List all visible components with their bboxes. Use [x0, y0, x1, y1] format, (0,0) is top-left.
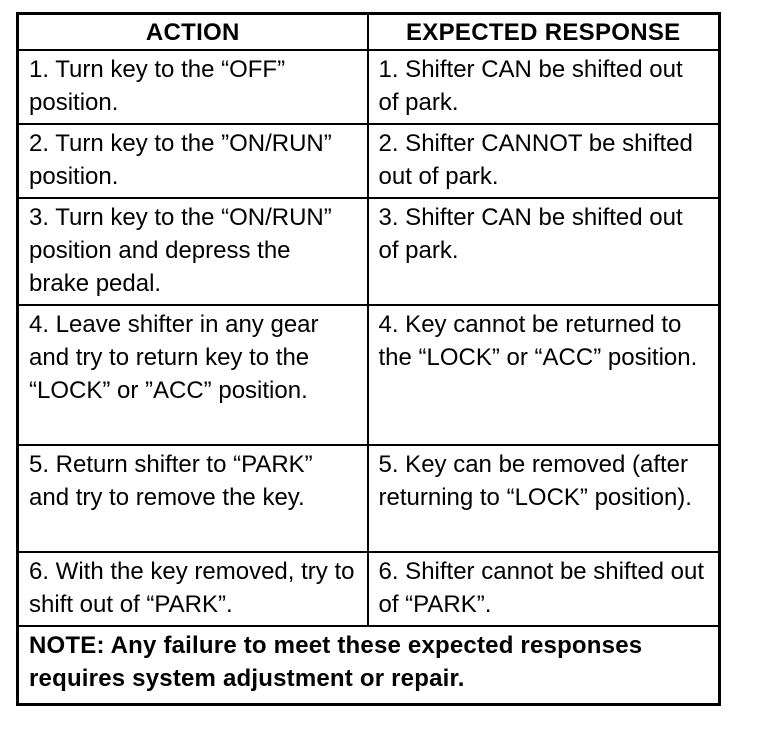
note-row [18, 626, 720, 705]
action-cell: 6. With the key removed, try to shift out of “PARK”. [18, 552, 368, 626]
table-row [18, 50, 720, 124]
response-cell: 4. Key cannot be returned to the “LOCK” or “ACC” position. [368, 305, 720, 445]
table-row [18, 552, 720, 626]
table-row [18, 124, 720, 198]
table-row [18, 305, 720, 445]
action-response-table [16, 12, 721, 706]
action-column-header: ACTION [18, 14, 368, 51]
response-cell: 2. Shifter CANNOT be shifted out of park. [368, 124, 720, 198]
table-row [18, 198, 720, 305]
action-cell: 1. Turn key to the “OFF” position. [18, 50, 368, 124]
note-text: NOTE: Any failure to meet these expected responses requires system adjustment or repair. [18, 626, 720, 705]
response-cell: 3. Shifter CAN be shifted out of park. [368, 198, 720, 305]
action-cell: 2. Turn key to the ”ON/RUN” position. [18, 124, 368, 198]
response-cell: 5. Key can be removed (after returning to “LOCK” position). [368, 445, 720, 552]
action-cell: 4. Leave shifter in any gear and try to return key to the “LOCK” or ”ACC” position. [18, 305, 368, 445]
response-column-header: EXPECTED RESPONSE [368, 14, 720, 51]
response-cell: 1. Shifter CAN be shifted out of park. [368, 50, 720, 124]
header-row [18, 14, 720, 51]
procedure-document [16, 12, 718, 706]
action-cell: 5. Return shifter to “PARK” and try to remove the key. [18, 445, 368, 552]
table-row [18, 445, 720, 552]
response-cell: 6. Shifter cannot be shifted out of “PARK”. [368, 552, 720, 626]
action-cell: 3. Turn key to the “ON/RUN” position and depress the brake pedal. [18, 198, 368, 305]
